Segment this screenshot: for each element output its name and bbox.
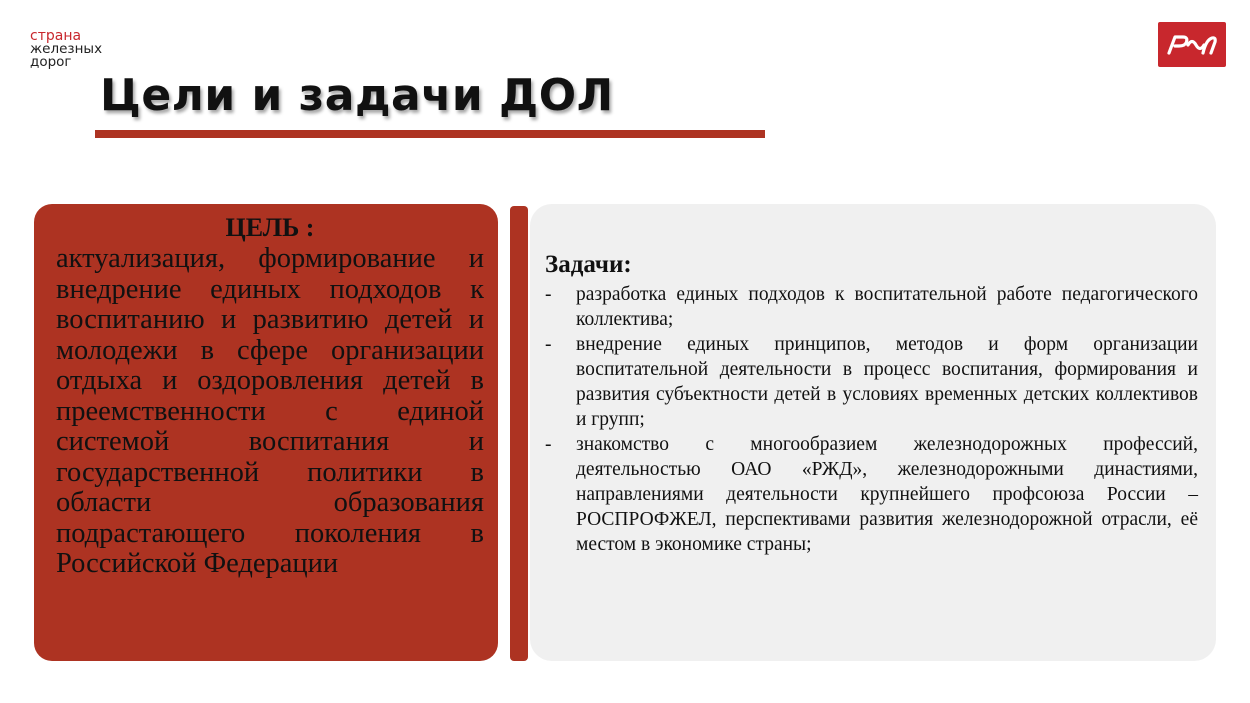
- goal-text: актуализация, формирование и внедрение единых подходов к воспитанию и развитию детей и молодежи в сфере организации отдыха и оздоровления детей в преемственности с единой системой воспитания и государственной политики в области образования подрастающего поколения в Российской Федерации: [56, 243, 484, 579]
- tasks-card: [530, 204, 1216, 661]
- brand-wordmark: [30, 30, 102, 69]
- task-text: разработка единых подходов к воспитательной работе педагогического коллектива;: [576, 284, 1198, 330]
- task-bullet: -: [545, 284, 552, 305]
- tasks-list: [545, 282, 1198, 557]
- tasks-heading: Задачи:: [545, 251, 632, 278]
- task-item: [545, 432, 1198, 557]
- page-title: Цели и задачи ДОЛ: [100, 70, 614, 121]
- brand-line-2: железных: [30, 41, 103, 57]
- task-text: внедрение единых принципов, методов и форм организации воспитательной деятельности в процесс воспитания, формирования и развития субъектности детей в условиях временных детских коллективов и групп;: [576, 334, 1198, 430]
- goal-card: [34, 204, 498, 661]
- task-text: знакомство с многообразием железнодорожных профессий, деятельностью ОАО «РЖД», железнодорожными династиями, направлениями деятельности крупнейшего профсоюза России – РОСПРОФЖЕЛ, перспективами развития железнодорожной отрасли, её местом в экономике страны;: [576, 434, 1198, 555]
- brand-line-3: дорог: [30, 54, 72, 70]
- task-item: [545, 332, 1198, 432]
- divider-bar: [510, 206, 528, 661]
- rzd-logo-mark: [1166, 34, 1218, 56]
- rzd-logo-icon: [1158, 22, 1226, 67]
- goal-heading: ЦЕЛЬ :: [225, 213, 315, 242]
- task-item: [545, 282, 1198, 332]
- brand-line-1: страна: [30, 28, 82, 44]
- title-underline: [95, 130, 765, 138]
- task-bullet: -: [545, 434, 552, 455]
- task-bullet: -: [545, 334, 552, 355]
